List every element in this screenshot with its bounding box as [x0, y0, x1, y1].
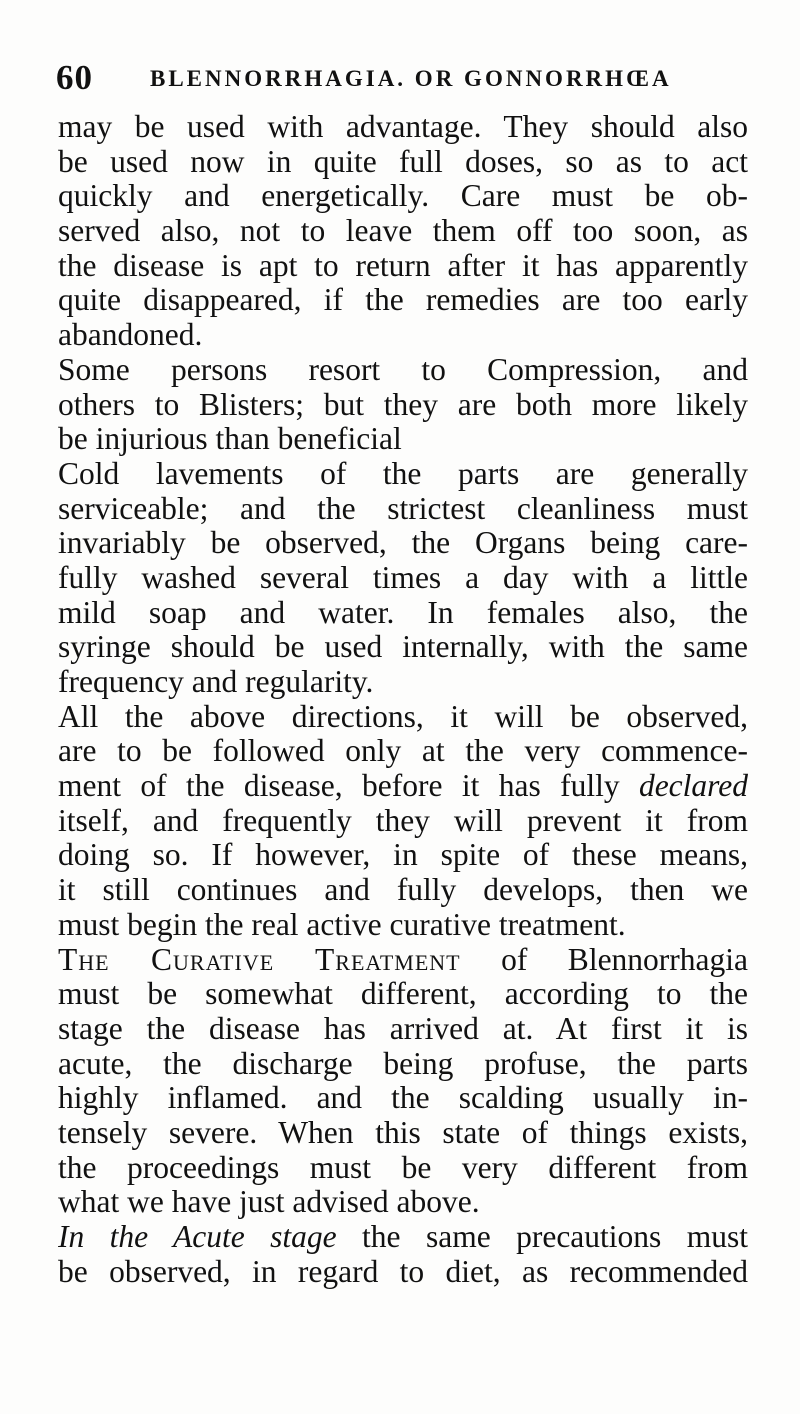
- text-line: [58, 873, 748, 908]
- line-text: are to be followed only at the very commence-: [58, 734, 748, 769]
- text-line: [58, 492, 748, 527]
- line-text: serviceable; and the strictest cleanliness must: [58, 491, 748, 526]
- text-line: [58, 596, 748, 631]
- line-text: the disease is apt to return after it has apparently: [58, 248, 748, 283]
- line-text: be injurious than beneficial: [58, 422, 402, 457]
- line-text: it still continues and fully develops, then we: [58, 873, 748, 908]
- text-line: [58, 1220, 748, 1255]
- text-line: [58, 145, 748, 180]
- line-text: be observed, in regard to diet, as recommended: [58, 1254, 748, 1289]
- line-text: invariably be observed, the Organs being care-: [58, 526, 748, 561]
- page-header: [56, 58, 756, 98]
- line-text: the proceedings must be very different from: [58, 1150, 748, 1185]
- line-text: highly inflamed. and the scalding usually in-: [58, 1081, 748, 1116]
- text-line: [58, 665, 748, 700]
- text-line: [58, 526, 748, 561]
- text-line: [58, 1185, 748, 1220]
- text-line: [58, 318, 748, 353]
- text-line: [58, 353, 748, 388]
- line-text: of Blennorrhagia: [460, 942, 748, 977]
- text-line: [58, 1255, 748, 1290]
- line-text: doing so. If however, in spite of these means,: [58, 838, 748, 873]
- line-text: syringe should be used internally, with the same: [58, 630, 748, 665]
- text-line: [58, 1116, 748, 1151]
- line-text: ment of the disease, before it has fully: [58, 769, 620, 804]
- text-line: [58, 804, 748, 839]
- text-line: [58, 422, 748, 457]
- line-text: Cold lavements of the parts are generally: [58, 456, 748, 491]
- line-text: fully washed several times a day with a little: [58, 560, 748, 595]
- line-text: All the above directions, it will be observed,: [58, 699, 748, 734]
- line-text: stage the disease has arrived at. At first it is: [58, 1011, 748, 1046]
- line-text: tensely severe. When this state of things exists,: [58, 1115, 748, 1150]
- italic-word: declared: [638, 769, 748, 804]
- text-line: [58, 1012, 748, 1047]
- line-text: acute, the discharge being profuse, the parts: [58, 1046, 748, 1081]
- text-line: [58, 1081, 748, 1116]
- section-heading-smallcaps: The Curative Treatment: [58, 942, 461, 977]
- text-line: [58, 977, 748, 1012]
- line-text: the same precautions must: [336, 1220, 748, 1254]
- line-text: be used now in quite full doses, so as to act: [58, 144, 748, 179]
- italic-lead: In the Acute stage: [58, 1220, 337, 1254]
- text-line: [58, 908, 748, 943]
- line-text: what we have just advised above.: [58, 1185, 480, 1220]
- text-line: [58, 249, 748, 284]
- text-line: [58, 943, 748, 978]
- line-text: must begin the real active curative treatment.: [58, 907, 626, 942]
- line-text: others to Blisters; but they are both more likely: [58, 387, 748, 422]
- text-line: [58, 700, 748, 735]
- line-text: Some persons resort to Compression, and: [58, 352, 748, 387]
- line-text: itself, and frequently they will prevent it from: [58, 803, 748, 838]
- line-text: abandoned.: [58, 318, 203, 353]
- line-text: must be somewhat different, according to the: [58, 977, 748, 1012]
- line-text: quickly and energetically. Care must be ob-: [58, 179, 748, 214]
- line-text: mild soap and water. In females also, the: [58, 595, 748, 630]
- text-line: [58, 214, 748, 249]
- text-line: [58, 838, 748, 873]
- text-line: [58, 734, 748, 769]
- text-line: [58, 179, 748, 214]
- line-text: served also, not to leave them off too soon, as: [58, 214, 748, 249]
- text-line: [58, 561, 748, 596]
- line-text: frequency and regularity.: [58, 665, 374, 699]
- line-text: quite disappeared, if the remedies are too early: [58, 283, 748, 318]
- text-line: [58, 769, 748, 804]
- body-text: [58, 110, 748, 1289]
- text-line: [58, 1151, 748, 1186]
- text-line: [58, 630, 748, 665]
- text-line: [58, 110, 748, 145]
- line-text: may be used with advantage. They should also: [58, 110, 748, 144]
- text-line: [58, 457, 748, 492]
- text-line: [58, 283, 748, 318]
- text-line: [58, 1047, 748, 1082]
- text-line: [58, 388, 748, 423]
- page-number: 60: [56, 58, 93, 97]
- running-head: BLENNORRHAGIA. OR GONNORRHŒA: [150, 66, 672, 91]
